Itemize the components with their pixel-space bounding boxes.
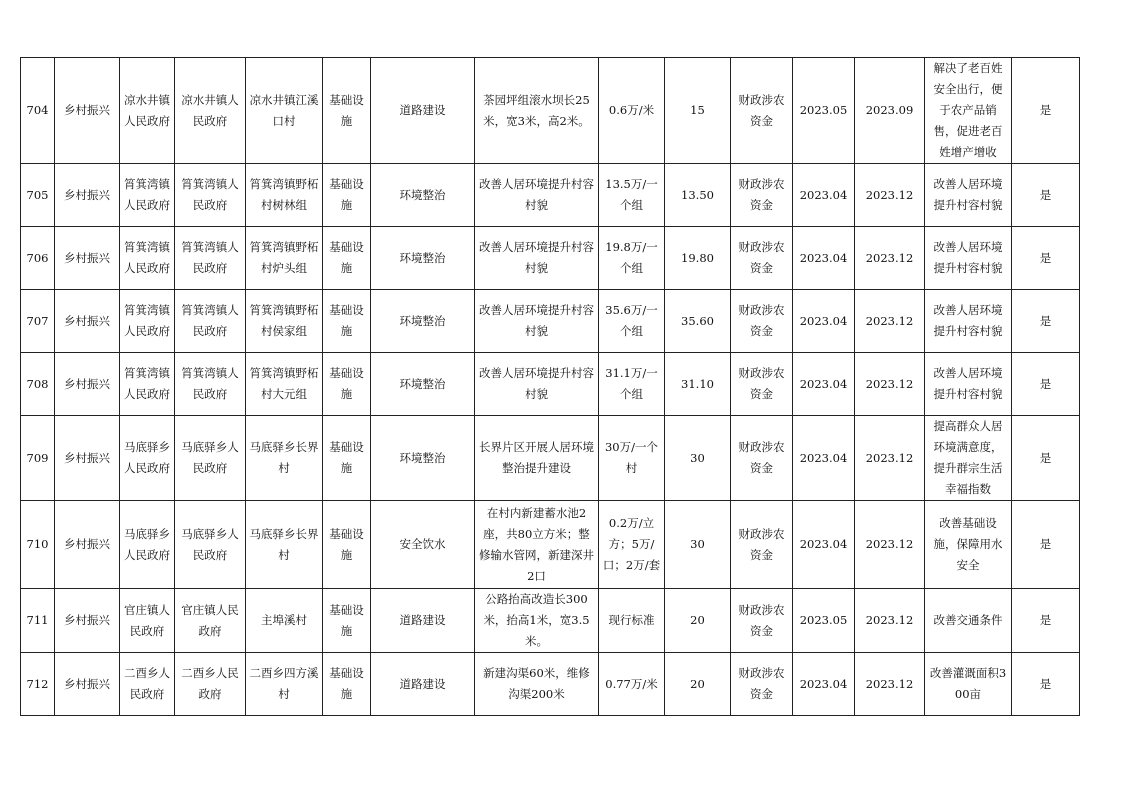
fund-source-cell: 财政涉农资金	[731, 653, 793, 716]
subsidy-standard-cell: 35.6万/一个组	[599, 290, 665, 353]
owner-unit-cell: 筲箕湾镇人民政府	[120, 227, 175, 290]
subsidy-standard-cell: 13.5万/一个组	[599, 164, 665, 227]
benefit-cell: 改善人居环境提升村容村貌	[925, 290, 1012, 353]
project-subtype-cell: 道路建设	[371, 58, 475, 164]
end-date-cell: 2023.12	[855, 164, 925, 227]
location-cell: 筲箕湾镇野柘村树林组	[246, 164, 323, 227]
implementing-unit-cell: 筲箕湾镇人民政府	[175, 353, 246, 416]
project-type-cell: 基础设施	[323, 501, 371, 589]
fund-source-cell: 财政涉农资金	[731, 290, 793, 353]
location-cell: 筲箕湾镇野柘村侯家组	[246, 290, 323, 353]
benefit-cell: 改善灌溉面积300亩	[925, 653, 1012, 716]
construction-content-cell: 在村内新建蓄水池2座，共80立方米；整修输水管网，新建深井2口	[475, 501, 599, 589]
project-type-cell: 基础设施	[323, 227, 371, 290]
fund-amount-cell: 13.50	[665, 164, 731, 227]
category-cell: 乡村振兴	[55, 416, 120, 501]
flag-cell: 是	[1012, 653, 1080, 716]
project-type-cell: 基础设施	[323, 164, 371, 227]
project-subtype-cell: 环境整治	[371, 290, 475, 353]
category-cell: 乡村振兴	[55, 353, 120, 416]
row-number-cell: 712	[21, 653, 55, 716]
start-date-cell: 2023.04	[793, 164, 855, 227]
end-date-cell: 2023.12	[855, 589, 925, 653]
row-number-cell: 706	[21, 227, 55, 290]
table-row	[21, 227, 1080, 290]
flag-cell: 是	[1012, 589, 1080, 653]
table-row	[21, 653, 1080, 716]
fund-source-cell: 财政涉农资金	[731, 589, 793, 653]
owner-unit-cell: 筲箕湾镇人民政府	[120, 164, 175, 227]
flag-cell: 是	[1012, 290, 1080, 353]
category-cell: 乡村振兴	[55, 290, 120, 353]
construction-content-cell: 新建沟渠60米，维修沟渠200米	[475, 653, 599, 716]
fund-amount-cell: 30	[665, 416, 731, 501]
project-subtype-cell: 安全饮水	[371, 501, 475, 589]
flag-cell: 是	[1012, 58, 1080, 164]
subsidy-standard-cell: 0.6万/米	[599, 58, 665, 164]
category-cell: 乡村振兴	[55, 58, 120, 164]
project-type-cell: 基础设施	[323, 416, 371, 501]
benefit-cell: 改善交通条件	[925, 589, 1012, 653]
start-date-cell: 2023.04	[793, 227, 855, 290]
table-row	[21, 589, 1080, 653]
project-subtype-cell: 环境整治	[371, 227, 475, 290]
benefit-cell: 改善人居环境提升村容村貌	[925, 227, 1012, 290]
subsidy-standard-cell: 30万/一个村	[599, 416, 665, 501]
implementing-unit-cell: 马底驿乡人民政府	[175, 416, 246, 501]
end-date-cell: 2023.12	[855, 353, 925, 416]
category-cell: 乡村振兴	[55, 164, 120, 227]
end-date-cell: 2023.12	[855, 416, 925, 501]
fund-amount-cell: 19.80	[665, 227, 731, 290]
fund-amount-cell: 15	[665, 58, 731, 164]
fund-amount-cell: 20	[665, 589, 731, 653]
table-row	[21, 416, 1080, 501]
start-date-cell: 2023.04	[793, 416, 855, 501]
end-date-cell: 2023.12	[855, 501, 925, 589]
subsidy-standard-cell: 0.77万/米	[599, 653, 665, 716]
project-type-cell: 基础设施	[323, 58, 371, 164]
project-subtype-cell: 道路建设	[371, 653, 475, 716]
fund-source-cell: 财政涉农资金	[731, 353, 793, 416]
row-number-cell: 710	[21, 501, 55, 589]
location-cell: 筲箕湾镇野柘村炉头组	[246, 227, 323, 290]
row-number-cell: 707	[21, 290, 55, 353]
implementing-unit-cell: 凉水井镇人民政府	[175, 58, 246, 164]
location-cell: 筲箕湾镇野柘村大元组	[246, 353, 323, 416]
location-cell: 凉水井镇江溪口村	[246, 58, 323, 164]
project-type-cell: 基础设施	[323, 653, 371, 716]
fund-source-cell: 财政涉农资金	[731, 58, 793, 164]
project-type-cell: 基础设施	[323, 589, 371, 653]
start-date-cell: 2023.05	[793, 589, 855, 653]
location-cell: 主埠溪村	[246, 589, 323, 653]
row-number-cell: 705	[21, 164, 55, 227]
owner-unit-cell: 马底驿乡人民政府	[120, 501, 175, 589]
table-row	[21, 501, 1080, 589]
implementing-unit-cell: 二酉乡人民政府	[175, 653, 246, 716]
start-date-cell: 2023.04	[793, 353, 855, 416]
owner-unit-cell: 马底驿乡人民政府	[120, 416, 175, 501]
flag-cell: 是	[1012, 501, 1080, 589]
owner-unit-cell: 二酉乡人民政府	[120, 653, 175, 716]
fund-amount-cell: 31.10	[665, 353, 731, 416]
project-subtype-cell: 环境整治	[371, 416, 475, 501]
construction-content-cell: 改善人居环境提升村容村貌	[475, 227, 599, 290]
project-type-cell: 基础设施	[323, 353, 371, 416]
table-row	[21, 58, 1080, 164]
project-type-cell: 基础设施	[323, 290, 371, 353]
construction-content-cell: 改善人居环境提升村容村貌	[475, 164, 599, 227]
benefit-cell: 改善基础设施，保障用水安全	[925, 501, 1012, 589]
start-date-cell: 2023.04	[793, 290, 855, 353]
owner-unit-cell: 官庄镇人民政府	[120, 589, 175, 653]
benefit-cell: 改善人居环境提升村容村貌	[925, 353, 1012, 416]
construction-content-cell: 改善人居环境提升村容村貌	[475, 353, 599, 416]
construction-content-cell: 茶园坪组滚水坝长25米，宽3米，高2米。	[475, 58, 599, 164]
owner-unit-cell: 筲箕湾镇人民政府	[120, 290, 175, 353]
end-date-cell: 2023.12	[855, 653, 925, 716]
start-date-cell: 2023.04	[793, 501, 855, 589]
fund-source-cell: 财政涉农资金	[731, 416, 793, 501]
flag-cell: 是	[1012, 353, 1080, 416]
subsidy-standard-cell: 19.8万/一个组	[599, 227, 665, 290]
fund-source-cell: 财政涉农资金	[731, 227, 793, 290]
flag-cell: 是	[1012, 227, 1080, 290]
category-cell: 乡村振兴	[55, 501, 120, 589]
subsidy-standard-cell: 31.1万/一个组	[599, 353, 665, 416]
category-cell: 乡村振兴	[55, 589, 120, 653]
table-row	[21, 290, 1080, 353]
subsidy-standard-cell: 现行标准	[599, 589, 665, 653]
construction-content-cell: 公路抬高改造长300米，抬高1米，宽3.5米。	[475, 589, 599, 653]
benefit-cell: 改善人居环境提升村容村貌	[925, 164, 1012, 227]
row-number-cell: 709	[21, 416, 55, 501]
row-number-cell: 704	[21, 58, 55, 164]
location-cell: 马底驿乡长界村	[246, 416, 323, 501]
fund-amount-cell: 20	[665, 653, 731, 716]
project-subtype-cell: 环境整治	[371, 353, 475, 416]
fund-source-cell: 财政涉农资金	[731, 501, 793, 589]
end-date-cell: 2023.12	[855, 227, 925, 290]
category-cell: 乡村振兴	[55, 227, 120, 290]
row-number-cell: 711	[21, 589, 55, 653]
benefit-cell: 解决了老百姓安全出行，便于农产品销售，促进老百姓增产增收	[925, 58, 1012, 164]
table-row	[21, 353, 1080, 416]
fund-source-cell: 财政涉农资金	[731, 164, 793, 227]
implementing-unit-cell: 筲箕湾镇人民政府	[175, 290, 246, 353]
flag-cell: 是	[1012, 164, 1080, 227]
table-row	[21, 164, 1080, 227]
category-cell: 乡村振兴	[55, 653, 120, 716]
project-subtype-cell: 道路建设	[371, 589, 475, 653]
implementing-unit-cell: 筲箕湾镇人民政府	[175, 164, 246, 227]
owner-unit-cell: 凉水井镇人民政府	[120, 58, 175, 164]
row-number-cell: 708	[21, 353, 55, 416]
implementing-unit-cell: 筲箕湾镇人民政府	[175, 227, 246, 290]
benefit-cell: 提高群众人居环境满意度，提升群宗生活幸福指数	[925, 416, 1012, 501]
location-cell: 二酉乡四方溪村	[246, 653, 323, 716]
owner-unit-cell: 筲箕湾镇人民政府	[120, 353, 175, 416]
fund-amount-cell: 30	[665, 501, 731, 589]
subsidy-standard-cell: 0.2万/立方；5万/口；2万/套	[599, 501, 665, 589]
location-cell: 马底驿乡长界村	[246, 501, 323, 589]
project-table	[20, 57, 1080, 716]
start-date-cell: 2023.05	[793, 58, 855, 164]
fund-amount-cell: 35.60	[665, 290, 731, 353]
start-date-cell: 2023.04	[793, 653, 855, 716]
end-date-cell: 2023.09	[855, 58, 925, 164]
implementing-unit-cell: 马底驿乡人民政府	[175, 501, 246, 589]
implementing-unit-cell: 官庄镇人民政府	[175, 589, 246, 653]
construction-content-cell: 改善人居环境提升村容村貌	[475, 290, 599, 353]
end-date-cell: 2023.12	[855, 290, 925, 353]
flag-cell: 是	[1012, 416, 1080, 501]
construction-content-cell: 长界片区开展人居环境整治提升建设	[475, 416, 599, 501]
project-subtype-cell: 环境整治	[371, 164, 475, 227]
